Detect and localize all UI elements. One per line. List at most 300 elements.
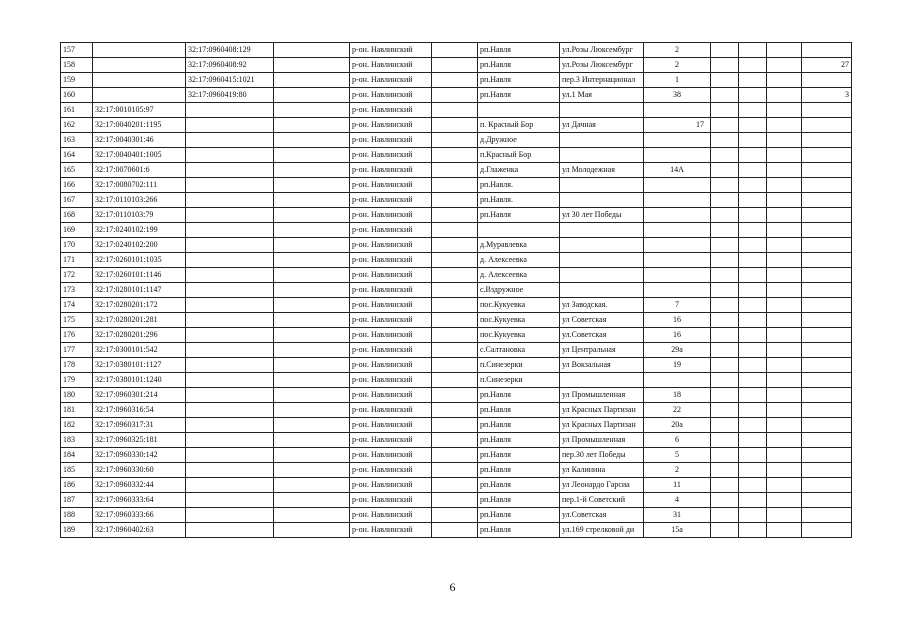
empty-cell <box>739 478 767 493</box>
empty-cell <box>739 163 767 178</box>
cadastral-number-2-cell <box>186 103 274 118</box>
settlement-cell: рп.Навля <box>478 448 560 463</box>
row-number-cell: 173 <box>61 283 93 298</box>
empty-cell <box>767 358 802 373</box>
empty-cell <box>739 193 767 208</box>
district-cell: р-он. Навлинский <box>350 508 432 523</box>
settlement-cell: рп.Навля <box>478 478 560 493</box>
street-cell <box>560 133 644 148</box>
street-cell: ул Вокзальная <box>560 358 644 373</box>
district-cell: р-он. Навлинский <box>350 208 432 223</box>
extra-value-cell <box>802 73 852 88</box>
house-number-cell: 16 <box>644 313 711 328</box>
table-row <box>61 178 852 193</box>
cadastral-number-2-cell <box>186 163 274 178</box>
empty-cell <box>739 103 767 118</box>
empty-cell <box>739 223 767 238</box>
settlement-cell: д.Глаженка <box>478 163 560 178</box>
empty-cell <box>711 103 739 118</box>
cadastral-number-cell: 32:17:0960330:60 <box>93 463 186 478</box>
settlement-cell: рп.Навля <box>478 463 560 478</box>
settlement-cell: п.Красный Бор <box>478 148 560 163</box>
empty-cell <box>739 283 767 298</box>
street-cell: ул Калинина <box>560 463 644 478</box>
table-row <box>61 223 852 238</box>
table-body <box>61 43 852 538</box>
street-cell: ул 30 лет Победы <box>560 208 644 223</box>
empty-cell <box>711 343 739 358</box>
table-row <box>61 148 852 163</box>
empty-cell <box>432 193 478 208</box>
street-cell <box>560 148 644 163</box>
cadastral-number-cell: 32:17:0960333:64 <box>93 493 186 508</box>
extra-value-cell <box>802 403 852 418</box>
settlement-cell <box>478 103 560 118</box>
table-row <box>61 313 852 328</box>
empty-cell <box>432 508 478 523</box>
extra-value-cell <box>802 43 852 58</box>
cadastral-number-2-cell <box>186 148 274 163</box>
extra-value-cell <box>802 508 852 523</box>
cadastral-number-2-cell <box>186 223 274 238</box>
street-cell <box>560 283 644 298</box>
empty-cell <box>767 43 802 58</box>
empty-cell <box>711 148 739 163</box>
settlement-cell: п.Синезерки <box>478 358 560 373</box>
empty-cell <box>767 223 802 238</box>
cadastral-number-2-cell <box>186 403 274 418</box>
extra-value-cell <box>802 328 852 343</box>
house-number-cell <box>644 148 711 163</box>
district-cell: р-он. Навлинский <box>350 478 432 493</box>
district-cell: р-он. Навлинский <box>350 463 432 478</box>
empty-cell <box>274 73 350 88</box>
page-number: 6 <box>449 580 456 594</box>
house-number-cell: 38 <box>644 88 711 103</box>
empty-cell <box>274 493 350 508</box>
empty-cell <box>767 298 802 313</box>
cadastral-number-2-cell <box>186 433 274 448</box>
street-cell <box>560 253 644 268</box>
settlement-cell: д.Дружное <box>478 133 560 148</box>
district-cell: р-он. Навлинский <box>350 73 432 88</box>
empty-cell <box>274 418 350 433</box>
table-row <box>61 43 852 58</box>
house-number-cell <box>644 208 711 223</box>
empty-cell <box>274 43 350 58</box>
empty-cell <box>767 523 802 538</box>
district-cell: р-он. Навлинский <box>350 298 432 313</box>
cadastral-number-2-cell <box>186 178 274 193</box>
extra-value-cell <box>802 448 852 463</box>
empty-cell <box>739 523 767 538</box>
settlement-cell: рп.Навля <box>478 43 560 58</box>
empty-cell <box>432 208 478 223</box>
district-cell: р-он. Навлинский <box>350 418 432 433</box>
empty-cell <box>767 103 802 118</box>
settlement-cell: д. Алексеевка <box>478 268 560 283</box>
district-cell: р-он. Навлинский <box>350 523 432 538</box>
empty-cell <box>711 298 739 313</box>
empty-cell <box>767 478 802 493</box>
empty-cell <box>711 523 739 538</box>
empty-cell <box>711 358 739 373</box>
cadastral-number-cell: 32:17:0010105:97 <box>93 103 186 118</box>
empty-cell <box>711 238 739 253</box>
cadastral-number-2-cell <box>186 373 274 388</box>
empty-cell <box>432 523 478 538</box>
house-number-cell <box>644 178 711 193</box>
cadastral-number-2-cell: 32:17:0960408:92 <box>186 58 274 73</box>
empty-cell <box>767 133 802 148</box>
house-number-cell: 29а <box>644 343 711 358</box>
row-number-cell: 187 <box>61 493 93 508</box>
street-cell: ул Заводская. <box>560 298 644 313</box>
house-number-cell: 1 <box>644 73 711 88</box>
district-cell: р-он. Навлинский <box>350 148 432 163</box>
district-cell: р-он. Навлинский <box>350 253 432 268</box>
extra-value-cell <box>802 313 852 328</box>
empty-cell <box>274 433 350 448</box>
empty-cell <box>767 238 802 253</box>
empty-cell <box>432 418 478 433</box>
empty-cell <box>432 178 478 193</box>
empty-cell <box>432 118 478 133</box>
district-cell: р-он. Навлинский <box>350 373 432 388</box>
extra-value-cell <box>802 283 852 298</box>
table-row <box>61 343 852 358</box>
table-row <box>61 253 852 268</box>
district-cell: р-он. Навлинский <box>350 283 432 298</box>
table-row <box>61 463 852 478</box>
empty-cell <box>274 298 350 313</box>
extra-value-cell <box>802 238 852 253</box>
empty-cell <box>767 88 802 103</box>
house-number-cell: 22 <box>644 403 711 418</box>
empty-cell <box>767 208 802 223</box>
extra-value-cell <box>802 133 852 148</box>
empty-cell <box>739 238 767 253</box>
empty-cell <box>767 373 802 388</box>
extra-value-cell <box>802 193 852 208</box>
street-cell: ул.Советская <box>560 328 644 343</box>
extra-value-cell: 3 <box>802 88 852 103</box>
row-number-cell: 159 <box>61 73 93 88</box>
table-row <box>61 73 852 88</box>
empty-cell <box>711 58 739 73</box>
cadastral-number-2-cell <box>186 388 274 403</box>
cadastral-number-cell: 32:17:0280201:281 <box>93 313 186 328</box>
table-row <box>61 493 852 508</box>
row-number-cell: 162 <box>61 118 93 133</box>
cadastral-number-2-cell <box>186 298 274 313</box>
empty-cell <box>739 118 767 133</box>
empty-cell <box>767 253 802 268</box>
cadastral-number-cell: 32:17:0040201:1195 <box>93 118 186 133</box>
house-number-cell: 2 <box>644 43 711 58</box>
extra-value-cell <box>802 523 852 538</box>
empty-cell <box>274 283 350 298</box>
cadastral-number-2-cell <box>186 343 274 358</box>
empty-cell <box>274 88 350 103</box>
empty-cell <box>711 478 739 493</box>
row-number-cell: 175 <box>61 313 93 328</box>
empty-cell <box>739 298 767 313</box>
empty-cell <box>432 163 478 178</box>
empty-cell <box>711 328 739 343</box>
empty-cell <box>767 118 802 133</box>
empty-cell <box>739 73 767 88</box>
extra-value-cell <box>802 388 852 403</box>
table-row <box>61 433 852 448</box>
table-row <box>61 448 852 463</box>
empty-cell <box>739 433 767 448</box>
extra-value-cell <box>802 148 852 163</box>
empty-cell <box>767 163 802 178</box>
empty-cell <box>739 343 767 358</box>
table-row <box>61 298 852 313</box>
empty-cell <box>432 73 478 88</box>
cadastral-number-2-cell <box>186 193 274 208</box>
empty-cell <box>767 403 802 418</box>
settlement-cell: рп.Навля <box>478 523 560 538</box>
house-number-cell <box>644 253 711 268</box>
empty-cell <box>274 388 350 403</box>
street-cell: ул Леонардо Гарсиа <box>560 478 644 493</box>
street-cell: ул.Розы Люксембург <box>560 58 644 73</box>
district-cell: р-он. Навлинский <box>350 88 432 103</box>
street-cell: ул.Советская <box>560 508 644 523</box>
extra-value-cell <box>802 208 852 223</box>
house-number-cell: 19 <box>644 358 711 373</box>
street-cell: ул Центральная <box>560 343 644 358</box>
empty-cell <box>274 403 350 418</box>
empty-cell <box>432 58 478 73</box>
cadastral-number-cell: 32:17:0280201:296 <box>93 328 186 343</box>
table-row <box>61 118 852 133</box>
cadastral-number-2-cell <box>186 268 274 283</box>
extra-value-cell <box>802 433 852 448</box>
settlement-cell: д.Муравлевка <box>478 238 560 253</box>
empty-cell <box>711 118 739 133</box>
extra-value-cell <box>802 343 852 358</box>
row-number-cell: 184 <box>61 448 93 463</box>
cadastral-number-cell: 32:17:0110103:79 <box>93 208 186 223</box>
empty-cell <box>739 373 767 388</box>
row-number-cell: 181 <box>61 403 93 418</box>
empty-cell <box>432 313 478 328</box>
empty-cell <box>711 313 739 328</box>
district-cell: р-он. Навлинский <box>350 118 432 133</box>
empty-cell <box>711 88 739 103</box>
empty-cell <box>432 283 478 298</box>
street-cell: ул Молодежная <box>560 163 644 178</box>
table-row <box>61 133 852 148</box>
district-cell: р-он. Навлинский <box>350 223 432 238</box>
empty-cell <box>711 433 739 448</box>
empty-cell <box>432 133 478 148</box>
row-number-cell: 189 <box>61 523 93 538</box>
empty-cell <box>767 448 802 463</box>
empty-cell <box>432 463 478 478</box>
district-cell: р-он. Навлинский <box>350 403 432 418</box>
cadastral-number-cell: 32:17:0070601:6 <box>93 163 186 178</box>
cadastral-number-2-cell: 32:17:0960408:129 <box>186 43 274 58</box>
empty-cell <box>739 133 767 148</box>
row-number-cell: 171 <box>61 253 93 268</box>
street-cell: ул Советская <box>560 313 644 328</box>
empty-cell <box>739 208 767 223</box>
empty-cell <box>432 253 478 268</box>
empty-cell <box>711 463 739 478</box>
empty-cell <box>739 463 767 478</box>
empty-cell <box>767 313 802 328</box>
street-cell: ул.Розы Люксембург <box>560 43 644 58</box>
street-cell: ул Промышленная <box>560 433 644 448</box>
empty-cell <box>739 403 767 418</box>
settlement-cell: с.Вздружное <box>478 283 560 298</box>
cadastral-number-2-cell: 32:17:0960419:80 <box>186 88 274 103</box>
settlement-cell: рп.Навля <box>478 418 560 433</box>
extra-value-cell <box>802 463 852 478</box>
empty-cell <box>711 373 739 388</box>
empty-cell <box>274 313 350 328</box>
cadastral-number-2-cell <box>186 238 274 253</box>
extra-value-cell <box>802 253 852 268</box>
cadastral-number-2-cell <box>186 283 274 298</box>
empty-cell <box>432 448 478 463</box>
house-number-cell: 20а <box>644 418 711 433</box>
empty-cell <box>432 268 478 283</box>
empty-cell <box>274 523 350 538</box>
cadastral-number-cell: 32:17:0280201:172 <box>93 298 186 313</box>
row-number-cell: 172 <box>61 268 93 283</box>
empty-cell <box>432 238 478 253</box>
row-number-cell: 164 <box>61 148 93 163</box>
table-row <box>61 163 852 178</box>
table-row <box>61 508 852 523</box>
street-cell: пер.3 Интернационал <box>560 73 644 88</box>
cadastral-number-2-cell <box>186 493 274 508</box>
settlement-cell: рп.Навля <box>478 508 560 523</box>
cadastral-number-2-cell <box>186 418 274 433</box>
empty-cell <box>767 433 802 448</box>
table-row <box>61 478 852 493</box>
empty-cell <box>767 328 802 343</box>
settlement-cell: пос.Кукуевка <box>478 298 560 313</box>
house-number-cell: 4 <box>644 493 711 508</box>
empty-cell <box>274 508 350 523</box>
cadastral-number-cell: 32:17:0960402:63 <box>93 523 186 538</box>
street-cell: ул.1 Мая <box>560 88 644 103</box>
table-row <box>61 373 852 388</box>
row-number-cell: 168 <box>61 208 93 223</box>
extra-value-cell <box>802 118 852 133</box>
cadastral-number-2-cell <box>186 328 274 343</box>
empty-cell <box>274 163 350 178</box>
street-cell: пер.30 лет Победы <box>560 448 644 463</box>
empty-cell <box>432 343 478 358</box>
house-number-cell <box>644 223 711 238</box>
cadastral-number-2-cell <box>186 208 274 223</box>
empty-cell <box>432 478 478 493</box>
street-cell <box>560 373 644 388</box>
house-number-cell: 17 <box>644 118 711 133</box>
empty-cell <box>739 58 767 73</box>
settlement-cell: рп.Навля <box>478 433 560 448</box>
cadastral-number-cell: 32:17:0240102:199 <box>93 223 186 238</box>
empty-cell <box>711 448 739 463</box>
table-row <box>61 388 852 403</box>
row-number-cell: 176 <box>61 328 93 343</box>
district-cell: р-он. Навлинский <box>350 133 432 148</box>
row-number-cell: 163 <box>61 133 93 148</box>
settlement-cell: рп.Навля <box>478 73 560 88</box>
empty-cell <box>274 328 350 343</box>
cadastral-number-cell <box>93 73 186 88</box>
street-cell <box>560 193 644 208</box>
empty-cell <box>767 463 802 478</box>
house-number-cell: 2 <box>644 463 711 478</box>
cadastral-number-cell <box>93 88 186 103</box>
empty-cell <box>739 313 767 328</box>
empty-cell <box>739 253 767 268</box>
row-number-cell: 179 <box>61 373 93 388</box>
row-number-cell: 158 <box>61 58 93 73</box>
cadastral-number-cell: 32:17:0260101:1146 <box>93 268 186 283</box>
empty-cell <box>711 43 739 58</box>
row-number-cell: 188 <box>61 508 93 523</box>
empty-cell <box>767 283 802 298</box>
district-cell: р-он. Навлинский <box>350 163 432 178</box>
house-number-cell: 31 <box>644 508 711 523</box>
empty-cell <box>274 178 350 193</box>
street-cell: ул Красных Партизан <box>560 418 644 433</box>
empty-cell <box>274 478 350 493</box>
extra-value-cell <box>802 298 852 313</box>
cadastral-number-cell: 32:17:0960330:142 <box>93 448 186 463</box>
cadastral-number-cell: 32:17:0300101:542 <box>93 343 186 358</box>
row-number-cell: 170 <box>61 238 93 253</box>
extra-value-cell <box>802 103 852 118</box>
empty-cell <box>739 178 767 193</box>
district-cell: р-он. Навлинский <box>350 43 432 58</box>
extra-value-cell: 27 <box>802 58 852 73</box>
empty-cell <box>739 493 767 508</box>
cadastral-number-2-cell: 32:17:0960415:1021 <box>186 73 274 88</box>
empty-cell <box>274 148 350 163</box>
empty-cell <box>739 388 767 403</box>
empty-cell <box>767 148 802 163</box>
empty-cell <box>274 463 350 478</box>
settlement-cell: рп.Навля. <box>478 178 560 193</box>
settlement-cell: рп.Навля. <box>478 193 560 208</box>
empty-cell <box>767 418 802 433</box>
empty-cell <box>711 208 739 223</box>
empty-cell <box>274 223 350 238</box>
street-cell <box>560 223 644 238</box>
house-number-cell <box>644 268 711 283</box>
district-cell: р-он. Навлинский <box>350 388 432 403</box>
district-cell: р-он. Навлинский <box>350 448 432 463</box>
street-cell <box>560 238 644 253</box>
empty-cell <box>767 268 802 283</box>
street-cell <box>560 178 644 193</box>
house-number-cell: 14А <box>644 163 711 178</box>
table-row <box>61 523 852 538</box>
empty-cell <box>739 508 767 523</box>
empty-cell <box>432 103 478 118</box>
